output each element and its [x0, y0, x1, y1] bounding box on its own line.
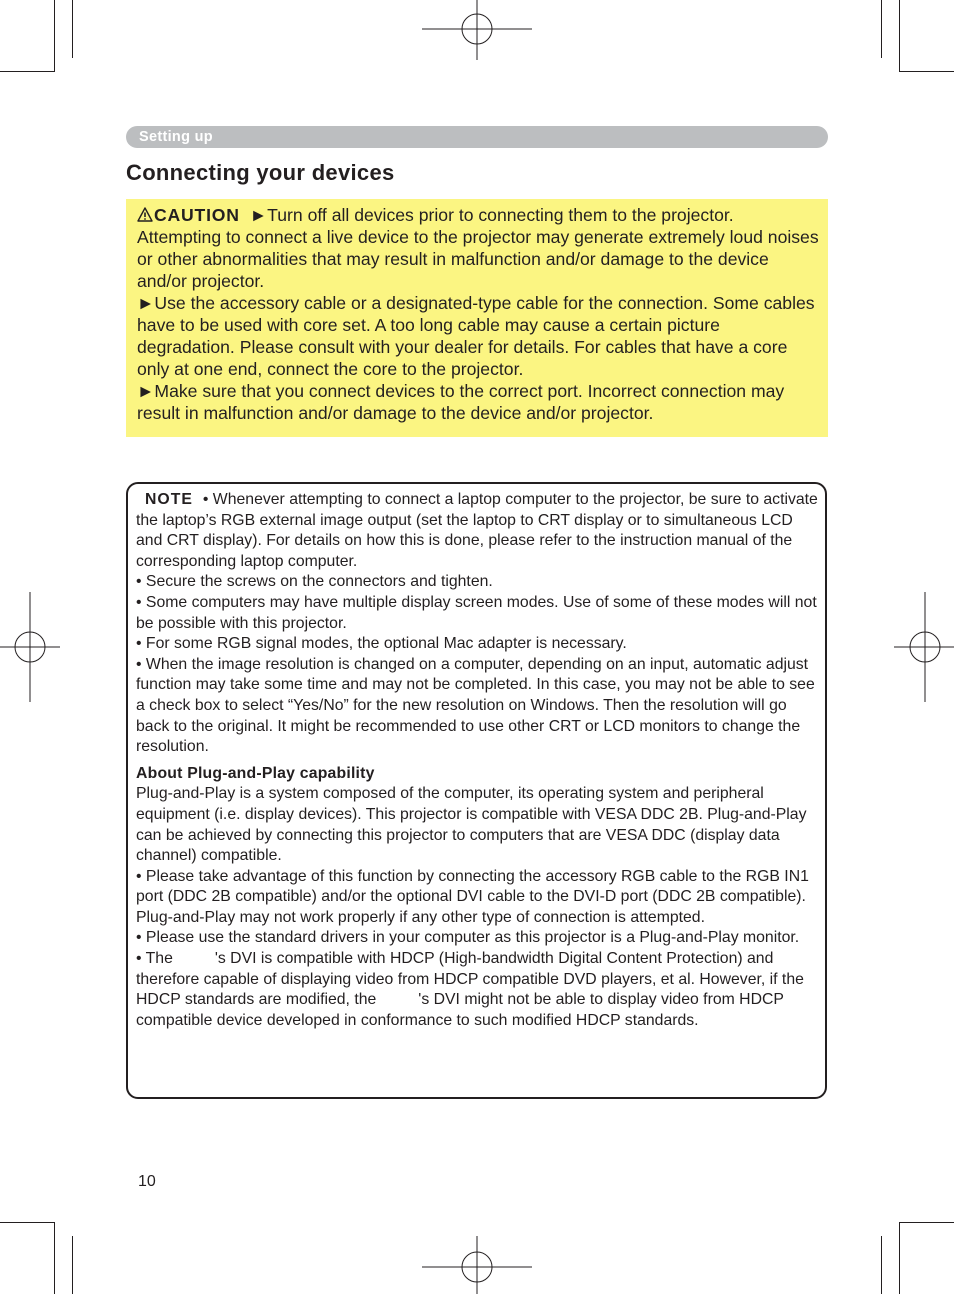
- registration-mark-icon: [894, 592, 954, 702]
- hdcp-text: 's DVI might not be able to display video from HDCP compatible device developed in conformance to such modified HDCP standards.: [136, 991, 784, 1029]
- note-label: NOTE: [145, 491, 193, 508]
- crop-mark: [899, 1222, 954, 1223]
- note-bullet: • Whenever attempting to connect a laptop computer to the projector, be sure to activate the laptop’s RGB external image output (set the laptop to CRT display or to simultaneous LCD and CRT display). For details on how this is done, please refer to the instruction manual of the corresponding laptop computer.: [136, 491, 818, 570]
- crop-mark: [54, 0, 55, 72]
- note-bullet: • When the image resolution is changed on a computer, depending on an input, automatic adjust function may take some time and may not be completed. In this case, you may not be able to see a check box to select “Yes/No” for the new resolution on Windows. Then the resolution will go back to the original. It might be recommended to use other CRT or LCD monitors to change the resolution.: [136, 655, 815, 756]
- caution-paragraph: [137, 204, 821, 292]
- note-text: [136, 490, 820, 1031]
- pnp-heading: About Plug-and-Play capability: [136, 764, 375, 782]
- crop-mark: [72, 0, 73, 58]
- crop-mark: [0, 1222, 55, 1223]
- note-bullet: • Some computers may have multiple display screen modes. Use of some of these modes will not be possible with this projector.: [136, 593, 817, 632]
- warning-triangle-icon: [137, 207, 153, 222]
- crop-mark: [72, 1236, 73, 1294]
- crop-mark: [881, 1236, 882, 1294]
- crop-mark: [0, 71, 55, 72]
- caution-label: CAUTION: [154, 205, 240, 225]
- pnp-intro: Plug-and-Play is a system composed of the computer, its operating system and peripheral equipment (i.e. display devices). This projector is compatible with VESA DDC 2B. Plug-and-Play can be achieved by connecting this projector to computers that are VESA DDC (display data channel) compatible.: [136, 785, 807, 865]
- registration-mark-icon: [422, 1236, 532, 1294]
- pnp-bullet: • Please take advantage of this function by connecting the accessory RGB cable to the RGB IN1 port (DDC 2B compatible) and/or the optional DVI cable to the DVI-D port (DDC 2B compatible). Plug-and-Play may not work properly if any other type of connection is attempted.: [136, 867, 809, 926]
- page-number: 10: [138, 1173, 156, 1190]
- page-title: Connecting your devices: [126, 160, 395, 185]
- caution-line: ►Make sure that you connect devices to the correct port. Incorrect connection may result in malfunction and/or damage to the device and/or projector.: [137, 381, 785, 423]
- caution-box: [126, 199, 828, 437]
- note-box: [126, 482, 827, 1099]
- hdcp-text: • The: [136, 950, 173, 968]
- section-header-bar: [126, 126, 828, 148]
- caution-line: ►Turn off all devices prior to connecting them to the projector. Attempting to connect a live device to the projector may generate extremely loud noises or other abnormalities that may result in malfunction and/or damage to the device and/or projector.: [137, 205, 819, 291]
- crop-mark: [881, 0, 882, 58]
- crop-mark: [899, 71, 954, 72]
- note-paragraph: [136, 490, 820, 572]
- registration-mark-icon: [422, 0, 532, 60]
- section-label: Setting up: [139, 129, 213, 145]
- caution-line: ►Use the accessory cable or a designated-type cable for the connection. Some cables have to be used with core set. A too long cable may cause a certain picture degradation. Please consult with your dealer for details. For cables that have a core only at one end, connect the core to the projector.: [137, 293, 815, 379]
- note-bullet: • For some RGB signal modes, the optional Mac adapter is necessary.: [136, 635, 627, 653]
- pnp-bullet: • Please use the standard drivers in your computer as this projector is a Plug-and-Play monitor.: [136, 929, 800, 947]
- crop-mark: [899, 1222, 900, 1294]
- hdcp-bullet: [136, 949, 820, 1031]
- registration-mark-icon: [0, 592, 60, 702]
- crop-mark: [899, 0, 900, 72]
- caution-text: [137, 204, 821, 424]
- hdcp-text: 's DVI is compatible with HDCP (High-bandwidth Digital Content Protection) and therefore capable of displaying video from HDCP compatible DVD players, et al. However, if the HDCP standards are modified, the: [136, 950, 804, 1009]
- note-bullet: • Secure the screws on the connectors and tighten.: [136, 573, 493, 591]
- crop-mark: [54, 1222, 55, 1294]
